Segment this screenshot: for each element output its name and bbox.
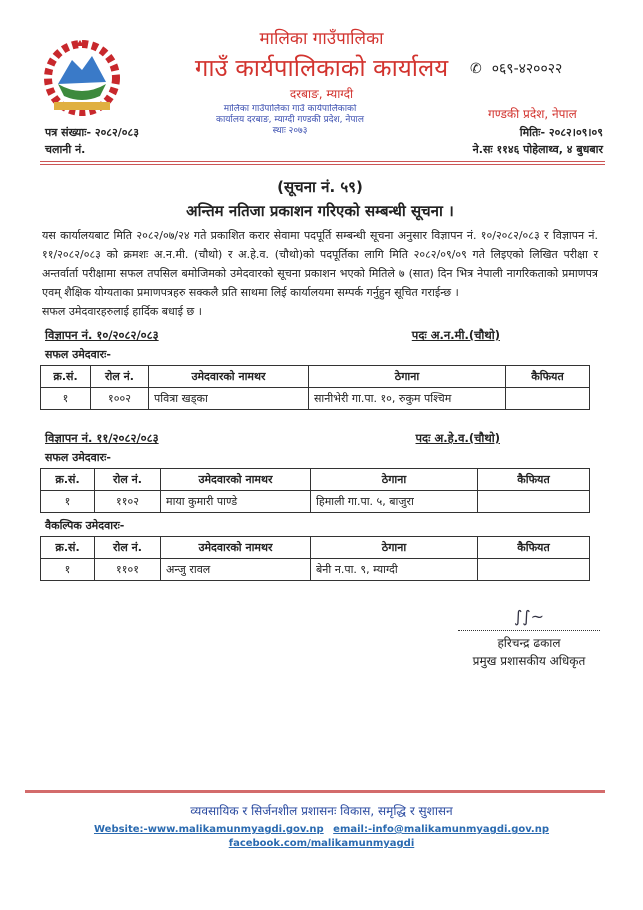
table-header-row <box>41 366 590 388</box>
col-roll: रोल नं. <box>95 537 161 559</box>
col-roll: रोल नं. <box>91 366 149 388</box>
table-row <box>41 491 590 513</box>
office-location: दरबाङ, म्याग्दी <box>289 87 354 101</box>
footer-links <box>0 823 643 851</box>
table-header-row <box>41 537 590 559</box>
signatory-title: प्रमुख प्रशासकीय अधिकृत <box>472 654 586 668</box>
office-name: गाउँ कार्यपालिकाको कार्यालय <box>194 54 449 82</box>
results-table-1 <box>40 365 590 410</box>
post-1: पदः अ.न.मी.(चौथो) <box>411 328 500 342</box>
letter-date: मितिः- २०८२।०९।०९ <box>519 126 603 139</box>
col-remarks: कैफियत <box>478 469 590 491</box>
col-roll: रोल नं. <box>95 469 161 491</box>
col-name: उमेदवारको नामथर <box>149 366 309 388</box>
cell-sn: १ <box>41 491 95 513</box>
col-sn: क्र.सं. <box>41 469 95 491</box>
cell-remarks <box>478 491 590 513</box>
congratulations: सफल उमेदवारहरुलाई हार्दिक बधाई छ । <box>42 305 202 318</box>
col-address: ठेगाना <box>311 537 478 559</box>
office-stamp: मालिका गाउँपालिका गाउँ कार्यपालिकाको कार्यालय दरबाङ, म्याग्दी गण्डकी प्रदेश, नेपाल स्थाः २०७३ <box>216 104 364 136</box>
post-2: पदः अ.हे.व.(चौथो) <box>415 431 500 445</box>
col-sn: क्र.सं. <box>41 537 95 559</box>
col-address: ठेगाना <box>311 469 478 491</box>
cell-sn: १ <box>41 559 95 581</box>
phone <box>470 60 562 78</box>
cell-sn: १ <box>41 388 91 410</box>
col-name: उमेदवारको नामथर <box>161 537 311 559</box>
alternate-table <box>40 536 590 581</box>
facebook-link[interactable]: facebook.com/malikamunmyagdi <box>228 838 415 849</box>
phone-number: ०६९-४२००२२ <box>491 61 563 77</box>
signature-block <box>458 603 600 670</box>
section-header-2 <box>40 428 600 448</box>
signatory-name: हरिचन्द्र ढकाल <box>497 636 561 650</box>
successful-label-2: सफल उमेदवारः- <box>45 451 111 464</box>
col-sn: क्र.सं. <box>41 366 91 388</box>
notice-title: अन्तिम नतिजा प्रकाशन गरिएको सम्बन्धी सूचना । <box>186 202 454 220</box>
col-name: उमेदवारको नामथर <box>161 469 311 491</box>
successful-label-1: सफल उमेदवारः- <box>45 348 111 361</box>
signature: ∫∫~ <box>458 603 600 631</box>
cell-roll: ११०२ <box>95 491 161 513</box>
cell-roll: १००२ <box>91 388 149 410</box>
cell-roll: ११०१ <box>95 559 161 581</box>
table-header-row <box>41 469 590 491</box>
col-remarks: कैफियत <box>506 366 590 388</box>
alternate-label: वैकल्पिक उमेदवारः- <box>45 519 125 532</box>
cell-remarks <box>506 388 590 410</box>
results-table-2 <box>40 468 590 513</box>
letter-number: पत्र संख्याः- २०८२/०८३ <box>45 126 139 139</box>
cell-name: पवित्रा खड्का <box>149 388 309 410</box>
ad-number-1: विज्ञापन नं. १०/२०८२/०८३ <box>45 328 159 342</box>
cell-name: माया कुमारी पाण्डे <box>161 491 311 513</box>
province: गण्डकी प्रदेश, नेपाल <box>488 107 577 121</box>
notice-body: यस कार्यालयबाट मिति २०८२/०७/२४ गते प्रकाशित करार सेवामा पदपूर्ति सम्बन्धी सूचना अनुसार विज्ञापन नं. १०/२०८२/०८३ र विज्ञापन नं. ११/२०८२/०८३ को क्रमशः अ.न.मी. (चौथो) र अ.हे.व. (चौथो)को पदपूर्तिका लागि मिति २०८२/०९/०९ गते लिइएको लिखित परीक्षा र अन्तर्वार्ता परीक्षामा सफल तपसिल बमोजिमको उमेदवारको सूचना प्रकाशन भएको मितिले ७ (सात) दिन भित्र नेपाली नागरिकताको प्रमाणपत्र एवम् शैक्षिक योग्यताका प्रमाणपत्रहरु सक्कलै प्रति साथमा लिई कार्यालयमा सम्पर्क गर्नुहुन सूचित गराईन्छ । <box>42 229 598 299</box>
dispatch-number: चलानी नं. <box>45 143 86 156</box>
email-link[interactable]: email:-info@malikamunmyagdi.gov.np <box>333 824 550 835</box>
cell-address: हिमाली गा.पा. ५, बाजुरा <box>311 491 478 513</box>
nepal-sambat-date: ने.सः ११४६ पोहेलाथ्व, ४ बुधबार <box>472 143 603 156</box>
cell-remarks <box>478 559 590 581</box>
municipality-name: मालिका गाउँपालिका <box>259 29 384 49</box>
website-link[interactable]: Website:-www.malikamunmyagdi.gov.np <box>93 824 324 835</box>
footer-slogan: व्यवसायिक र सिर्जनशील प्रशासनः विकास, समृद्धि र सुशासन <box>190 804 453 818</box>
phone-icon: ✆ <box>470 61 482 77</box>
notice-content <box>40 176 600 670</box>
notice-number: (सूचना नं. ५९) <box>277 178 363 196</box>
footer-divider <box>25 790 605 793</box>
section-header-1 <box>40 325 600 345</box>
ad-number-2: विज्ञापन नं. ११/२०८२/०८३ <box>45 431 159 445</box>
cell-address: सानीभेरी गा.पा. १०, रुकुम पश्चिम <box>309 388 506 410</box>
table-row <box>41 559 590 581</box>
cell-name: अन्जु रावल <box>161 559 311 581</box>
col-address: ठेगाना <box>309 366 506 388</box>
cell-address: बेनी न.पा. ९, म्याग्दी <box>311 559 478 581</box>
table-row <box>41 388 590 410</box>
header-divider <box>40 161 605 165</box>
col-remarks: कैफियत <box>478 537 590 559</box>
